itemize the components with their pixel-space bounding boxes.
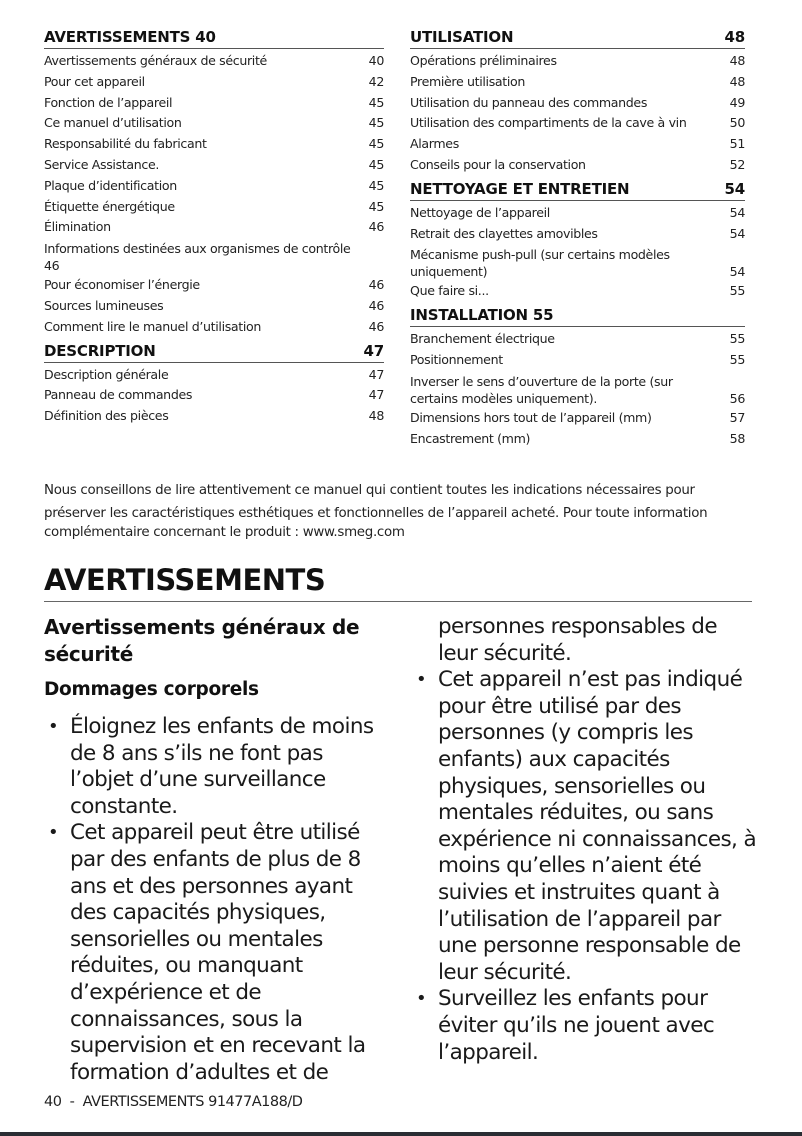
toc-heading-utilisation[interactable]: UTILISATION 48: [410, 28, 745, 49]
toc-entry[interactable]: Service Assistance. 45: [44, 156, 384, 172]
body-left-column: [44, 614, 384, 1086]
bullet-list-right: [412, 667, 757, 1066]
toc-entry[interactable]: Étiquette énergétique 45: [44, 198, 384, 214]
toc-entry[interactable]: Branchement électrique 55: [410, 331, 745, 347]
toc-entry[interactable]: Ce manuel d’utilisation 45: [44, 115, 384, 131]
toc-entry[interactable]: Avertissements généraux de sécurité 40: [44, 53, 384, 68]
toc-entry[interactable]: Panneau de commandes 47: [44, 387, 384, 403]
bullet-continuation: personnes responsables de leur sécurité.: [438, 614, 717, 666]
toc-entry[interactable]: Nettoyage de l’appareil 54: [410, 204, 745, 220]
toc-left-column: [44, 28, 384, 427]
toc-entry[interactable]: Informations destinées aux organismes de contrôle 46: [44, 241, 351, 274]
bullet-item: • Cet appareil n’est pas indiqué pour être utilisé par des personnes (y compris les enfants) aux capacités physiques, sensorielles ou mentales réduites, ou sans expérience ni connaissances, à moins qu’elles n’aient été suivies et instruites quant à l’utilisation de l’appareil par une personne responsable de leur sécurité.: [416, 667, 757, 985]
bullet-item: • Surveillez les enfants pour éviter qu’ils ne jouent avec l’appareil.: [416, 986, 715, 1065]
subsubsection-title: Dommages corporels: [44, 679, 259, 700]
toc-entry[interactable]: Sources lumineuses 46: [44, 297, 384, 313]
bullet-icon: •: [416, 669, 427, 691]
toc-entry[interactable]: Responsabilité du fabricant 45: [44, 136, 384, 152]
bullet-icon: •: [416, 988, 427, 1010]
toc-entry[interactable]: Définition des pièces 48: [44, 408, 384, 424]
toc-entry[interactable]: Encastrement (mm) 58: [410, 430, 745, 446]
bullet-icon: •: [48, 716, 59, 737]
toc-entry[interactable]: Opérations préliminaires 48: [410, 53, 745, 68]
toc-right-column: [410, 28, 745, 449]
subsection-title: Avertissements généraux de sécurité: [44, 615, 360, 666]
toc-entry[interactable]: Plaque d’identification 45: [44, 177, 384, 193]
toc-entry[interactable]: Pour cet appareil 42: [44, 73, 384, 89]
toc-entry[interactable]: Mécanisme push-pull (sur certains modèles uniquement) 54: [410, 247, 745, 280]
toc-heading-description[interactable]: DESCRIPTION 47: [44, 342, 384, 363]
toc-heading-avertissements[interactable]: AVERTISSEMENTS 40: [44, 28, 384, 49]
body-right-column: [412, 614, 757, 1066]
toc-entry[interactable]: Utilisation du panneau des commandes 49: [410, 94, 745, 110]
toc-entry[interactable]: Comment lire le manuel d’utilisation 46: [44, 318, 384, 334]
bullet-list-left: [44, 714, 384, 1086]
toc-entry[interactable]: Dimensions hors tout de l’appareil (mm) 57: [410, 409, 745, 425]
bullet-icon: •: [48, 822, 59, 844]
toc-entry[interactable]: Pour économiser l’énergie 46: [44, 277, 384, 293]
toc-entry[interactable]: Retrait des clayettes amovibles 54: [410, 225, 745, 241]
toc-entry[interactable]: Conseils pour la conservation 52: [410, 156, 745, 172]
section-title: AVERTISSEMENTS: [44, 563, 752, 602]
intro-line-2: préserver les caractéristiques esthétiques et fonctionnelles de l’appareil acheté. Pour toute information complémentaire concernant le produit : www.smeg.com: [44, 506, 708, 540]
toc-entry[interactable]: Utilisation des compartiments de la cave à vin 50: [410, 115, 745, 131]
toc-entry[interactable]: Fonction de l’appareil 45: [44, 94, 384, 110]
toc-heading-installation[interactable]: INSTALLATION 55: [410, 306, 745, 327]
toc-heading-nettoyage[interactable]: NETTOYAGE ET ENTRETIEN 54: [410, 180, 745, 201]
toc-entry[interactable]: Que faire si... 55: [410, 283, 745, 299]
toc-entry[interactable]: Inverser le sens d’ouverture de la porte (sur certains modèles uniquement). 56: [410, 373, 745, 406]
toc-entry[interactable]: Première utilisation 48: [410, 73, 745, 89]
toc-entry[interactable]: Alarmes 51: [410, 136, 745, 152]
bullet-item: • Éloignez les enfants de moins de 8 ans s’ils ne font pas l’objet d’une surveillance constante.: [48, 714, 374, 819]
bullet-item: • Cet appareil peut être utilisé par des enfants de plus de 8 ans et des personnes ayant des capacités physiques, sensorielles ou mentales réduites, ou manquant d’expérience et de connaissances, sous la supervision et en recevant la formation d’adultes et de: [48, 820, 366, 1085]
intro-paragraph: [44, 478, 756, 542]
toc-entry[interactable]: Positionnement 55: [410, 351, 745, 367]
toc-entry[interactable]: Élimination 46: [44, 219, 384, 235]
intro-line-1: Nous conseillons de lire attentivement ce manuel qui contient toutes les indications nécessaires pour: [44, 483, 695, 498]
toc-entry[interactable]: Description générale 47: [44, 366, 384, 382]
page-footer: 40 - AVERTISSEMENTS 91477A188/D: [44, 1094, 303, 1110]
bottom-edge-bar: [0, 1132, 802, 1136]
